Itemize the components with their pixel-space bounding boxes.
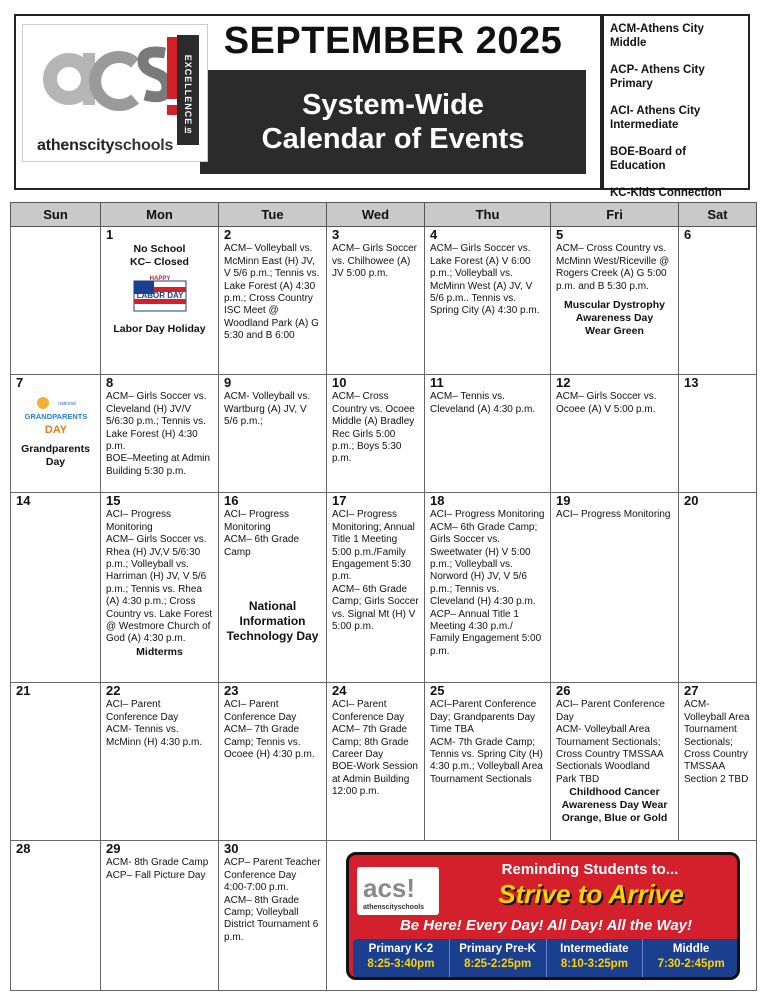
schedule-item — [450, 939, 547, 977]
day-number: 24 — [332, 683, 347, 698]
day-number: 17 — [332, 493, 347, 508]
day-event: ACM– 6th Grade Camp; Girls Soccer vs. Signal Mt (H) V 5:00 p.m. — [332, 583, 419, 633]
day-number: 30 — [224, 841, 239, 856]
day-event: ACM– 7th Grade Camp; Tennis vs. Ocoee (H) 4:30 p.m. — [224, 724, 315, 761]
day-number: 11 — [430, 375, 444, 390]
day-event: ACP– Fall Picture Day — [106, 869, 206, 881]
day-cell-7 — [11, 375, 101, 493]
day-number: 19 — [556, 493, 571, 508]
week-row — [11, 493, 757, 683]
attendance-banner — [346, 852, 740, 980]
day-note: Grandparents Day — [21, 443, 90, 469]
day-cell-25 — [425, 683, 551, 841]
day-event: ACM– Girls Soccer vs. Lake Forest (A) V 6:00 p.m.; Volleyball vs. McMinn West (A) JV, V 5/6 p.m.. Tennis vs. Spring City (A) 4:30 p.m. — [430, 243, 540, 317]
day-event: ACM– Volleyball vs. McMinn East (H) JV, V 5/6 p.m.; Tennis vs. Lake Forest (A) 4:30 p.m.; Cross Country ISC Meet @ Woodland Park (A) G 5:30 and B 6:00 — [224, 243, 320, 342]
day-event: ACI– Parent Conference Day — [106, 699, 179, 723]
day-number: 6 — [684, 227, 692, 242]
day-cell-11 — [425, 375, 551, 493]
day-cell-19 — [551, 493, 679, 683]
legend-item: ACI- Athens City Intermediate — [610, 105, 701, 131]
day-number: 18 — [430, 493, 445, 508]
schedule-label: Middle — [672, 943, 710, 955]
subtitle-line-2: Calendar of Events — [261, 123, 525, 155]
legend-item: ACP- Athens City Primary — [610, 64, 705, 90]
day-number: 2 — [224, 227, 232, 242]
day-note: No School — [133, 243, 186, 256]
week-row — [11, 375, 757, 493]
day-event: ACM– Girls Soccer vs. Rhea (H) JV,V 5/6:30 p.m.; Volleyball vs. Harriman (H) JV, V 5/6 p.m.; Tennis vs. Rhea (A) 4:30 p.m.; Cross Country vs. Lake Forest @ Westmore Church of God (A) 4:30 p.m. — [106, 534, 213, 645]
weekday-header: Sat — [679, 203, 757, 227]
day-event: ACM– Girls Soccer vs. Ocoee (A) V 5:00 p.m. — [556, 391, 657, 415]
banner-logo-letters: acs! — [363, 873, 416, 903]
day-cell-23 — [219, 683, 327, 841]
schedule-item — [547, 939, 644, 977]
schedule-item — [643, 939, 739, 977]
day-cell-30 — [219, 841, 327, 991]
grandparents-img-text: DAY — [44, 424, 67, 437]
weekday-header: Wed — [327, 203, 425, 227]
grandparents-img-text: GRANDPARENTS — [24, 412, 87, 422]
day-cell-14 — [11, 493, 101, 683]
day-cell-17 — [327, 493, 425, 683]
day-event: ACI– Progress Monitoring — [224, 509, 290, 533]
banner-logo-name: athenscityschools — [363, 904, 425, 911]
day-note: Wear Green — [585, 325, 644, 338]
labor-day-flag-icon — [132, 273, 188, 317]
day-event: ACM– Tennis vs. Cleveland (A) 4:30 p.m. — [430, 391, 536, 415]
day-number: 8 — [106, 375, 114, 390]
day-event: ACM– Girls Soccer vs. Cleveland (H) JV/V 5/6:30 p.m.; Tennis vs. Lake Forest (H) 4:30 p.m. — [106, 391, 207, 453]
day-cell-21 — [11, 683, 101, 841]
day-number: 25 — [430, 683, 445, 698]
day-number: 12 — [556, 375, 571, 390]
day-event: ACI– Parent Conference Day — [224, 699, 297, 723]
day-cell-26 — [551, 683, 679, 841]
day-cell-27 — [679, 683, 757, 841]
banner-slogan: Be Here! Every Day! All Day! All the Way! — [399, 917, 693, 934]
banner-strive: Strive to Arrive — [498, 879, 684, 909]
weekday-header: Thu — [425, 203, 551, 227]
schedule-label: Primary Pre-K — [459, 943, 536, 955]
week-row — [11, 683, 757, 841]
weekday-header: Mon — [101, 203, 219, 227]
schedule-time: 8:25-3:40pm — [367, 958, 435, 970]
day-cell-8 — [101, 375, 219, 493]
day-number: 7 — [16, 375, 24, 390]
day-cell-10 — [327, 375, 425, 493]
day-cell-13 — [679, 375, 757, 493]
legend-item: BOE-Board of Education — [610, 146, 687, 172]
schedule-label: Primary K-2 — [368, 943, 434, 955]
day-cell-4 — [425, 227, 551, 375]
day-cell-16 — [219, 493, 327, 683]
day-note: Muscular Dystrophy Awareness Day — [564, 299, 665, 325]
day-cell-9 — [219, 375, 327, 493]
day-number: 1 — [106, 227, 114, 242]
banner-acs-logo-icon — [357, 867, 439, 915]
day-number: 22 — [106, 683, 121, 698]
legend-item: ACM-Athens City Middle — [610, 23, 704, 49]
school-legend — [602, 14, 750, 199]
day-number: 3 — [332, 227, 340, 242]
weekday-header: Tue — [219, 203, 327, 227]
day-number: 23 — [224, 683, 239, 698]
day-event: ACM- 7th Grade Camp; Tennis vs. Spring City (H) 4:30 p.m.; Volleyball Area Tournament Sectionals — [430, 736, 543, 785]
banner-schedule — [353, 939, 739, 977]
day-cell-22 — [101, 683, 219, 841]
day-number: 27 — [684, 683, 699, 698]
day-event: BOE–Meeting at Admin Building 5:30 p.m. — [106, 453, 210, 477]
day-event: ACI– Progress Monitoring — [556, 509, 671, 521]
day-event: ACI–Parent Conference Day; Grandparents Day Time TBA — [430, 699, 537, 736]
day-number: 13 — [684, 375, 699, 390]
week-row — [11, 227, 757, 375]
grandparents-day-icon — [23, 393, 89, 441]
day-cell-empty — [11, 227, 101, 375]
day-cell-6 — [679, 227, 757, 375]
excellence-badge: EXCELLENCE — [177, 35, 199, 145]
day-event: ACI– Parent Conference Day — [332, 699, 405, 723]
day-number: 26 — [556, 683, 571, 698]
schedule-time: 8:25-2:25pm — [464, 958, 532, 970]
legend-item: KC-Kids Connection — [610, 187, 722, 199]
day-event: ACI– Parent Conference Day — [556, 699, 665, 723]
day-event: ACM– Cross Country vs. Ocoee Middle (A) Bradley Rec Girls 5:00 p.m.; Boys 5:30 p.m. — [332, 391, 415, 465]
day-event: ACM- 8th Grade Camp — [106, 857, 209, 869]
day-event: ACP– Parent Teacher Conference Day 4:00-7:00 p.m. — [224, 857, 321, 894]
day-note: KC– Closed — [130, 256, 189, 269]
day-cell-1 — [101, 227, 219, 375]
day-number: 14 — [16, 493, 31, 508]
subtitle-line-1: System-Wide — [302, 89, 484, 121]
day-number: 5 — [556, 227, 564, 242]
day-cell-2 — [219, 227, 327, 375]
day-number: 9 — [224, 375, 232, 390]
day-event: ACM– Girls Soccer vs. Chilhowee (A) JV 5:00 p.m. — [332, 243, 418, 280]
day-event: ACM- Tennis vs. McMinn (H) 4:30 p.m. — [106, 724, 203, 748]
day-number: 4 — [430, 227, 438, 242]
day-cell-3 — [327, 227, 425, 375]
day-cell-18 — [425, 493, 551, 683]
acs-logo-letters — [39, 33, 179, 127]
day-event: ACM– 6th Grade Camp; Girls Soccer vs. Sweetwater (H) V 5:00 p.m.; Volleyball vs. Norword (H) JV, V 5/6 p.m.; Tennis vs. Cleveland (H) 4:30 p.m. — [430, 521, 538, 608]
day-note: Labor Day Holiday — [113, 323, 206, 336]
logo-is-label: is — [177, 125, 199, 135]
day-event: BOE-Work Session at Admin Building 12:00 p.m. — [332, 761, 418, 798]
day-note: Midterms — [136, 645, 183, 658]
logo-wordmark: athenscityschools — [37, 137, 174, 154]
grandparents-img-text: national — [57, 401, 76, 408]
schedule-label: Intermediate — [560, 943, 629, 955]
day-event: ACM- Volleyball Area Tournament Sectionals; Cross Country TMSSAA Section 2 TBD — [684, 699, 750, 785]
day-cell-5 — [551, 227, 679, 375]
day-cell-20 — [679, 493, 757, 683]
labor-day-img-text: LABOR DAY — [136, 291, 183, 301]
day-number: 29 — [106, 841, 121, 856]
weekday-header: Fri — [551, 203, 679, 227]
day-cell-28 — [11, 841, 101, 991]
banner-logo — [357, 867, 439, 915]
day-note: Childhood Cancer Awareness Day Wear Orange, Blue or Gold — [561, 786, 668, 825]
calendar-subtitle — [208, 88, 578, 156]
day-event: ACM- Volleyball Area Tournament Sectionals; Cross Country TMSSAA Sectionals Woodland Park TBD — [556, 724, 664, 785]
day-event: ACM– Cross Country vs. McMinn West/Riceville @ Rogers Creek (A) G 5:00 p.m. and B 5:30 p.m. — [556, 243, 670, 292]
day-number: 28 — [16, 841, 31, 856]
weekday-header-row — [11, 203, 757, 227]
day-cell-24 — [327, 683, 425, 841]
day-event: ACI– Progress Monitoring — [430, 509, 545, 521]
day-cell-15 — [101, 493, 219, 683]
day-number: 10 — [332, 375, 347, 390]
day-event: ACM– 6th Grade Camp — [224, 534, 300, 558]
weekday-header: Sun — [11, 203, 101, 227]
day-event: ACM– 7th Grade Camp; 8th Grade Career Day — [332, 724, 409, 761]
day-event: ACP– Annual Title 1 Meeting 4:30 p.m./ Family Engagement 5:00 p.m. — [430, 608, 542, 657]
day-number: 16 — [224, 493, 239, 508]
day-event: ACI– Progress Monitoring; Annual Title 1 Meeting 5:00 p.m./Family Engagement 5:30 p.m. — [332, 509, 415, 583]
day-event: ACI– Progress Monitoring — [106, 509, 172, 533]
schedule-time: 7:30-2:45pm — [657, 958, 725, 970]
day-event: ACM– 8th Grade Camp; Volleyball District Tournament 6 p.m. — [224, 894, 319, 943]
day-number: 15 — [106, 493, 121, 508]
day-note: National Information Technology Day — [226, 599, 319, 644]
day-cell-12 — [551, 375, 679, 493]
day-cell-29 — [101, 841, 219, 991]
acs-logo — [22, 24, 208, 162]
banner-reminder: Reminding Students to... — [501, 861, 679, 878]
schedule-item — [353, 939, 450, 977]
day-number: 21 — [16, 683, 31, 698]
month-title: SEPTEMBER 2025 — [223, 20, 563, 62]
labor-day-img-text: HAPPY — [149, 276, 170, 283]
schedule-time: 8:10-3:25pm — [560, 958, 628, 970]
day-event: ACM- Volleyball vs. Wartburg (A) JV, V 5/6 p.m.; — [224, 391, 311, 428]
day-number: 20 — [684, 493, 699, 508]
